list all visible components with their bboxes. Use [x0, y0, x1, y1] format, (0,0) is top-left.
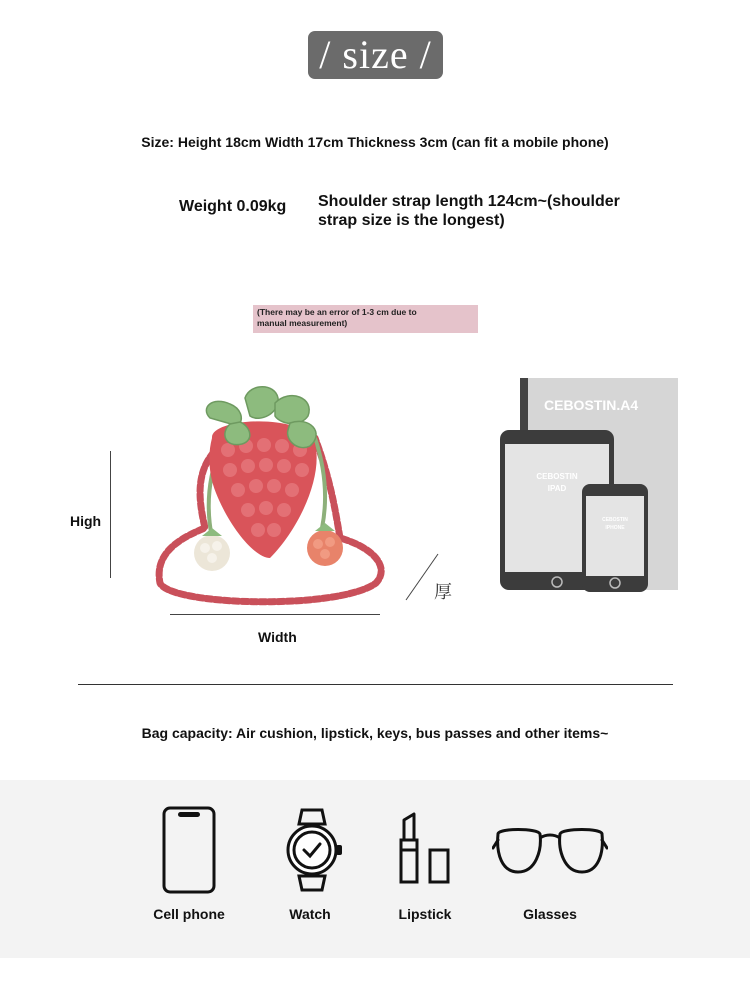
- item-label-cell-phone: Cell phone: [153, 906, 225, 922]
- height-measure-line: [110, 451, 111, 578]
- section-divider: [78, 684, 673, 685]
- thickness-label: 厚: [434, 582, 452, 603]
- width-label: Width: [258, 629, 297, 645]
- capacity-text: Bag capacity: Air cushion, lipstick, keys, bus passes and other items~: [141, 725, 609, 741]
- strap-spec: [318, 192, 648, 230]
- weight-spec: Weight 0.09kg: [179, 198, 287, 215]
- strawberry-bag-illustration: [150, 378, 390, 610]
- phone-label-line-1: CEBOSTIN: [602, 517, 628, 523]
- watch-icon: [284, 808, 344, 892]
- lipstick-icon: [398, 812, 452, 884]
- item-label-watch: Watch: [289, 906, 331, 922]
- strap-spec-line-2: strap size is the longest): [318, 212, 505, 229]
- item-label-lipstick: Lipstick: [398, 906, 452, 922]
- item-label-glasses: Glasses: [523, 906, 577, 922]
- a4-label: CEBOSTIN.A4: [544, 397, 639, 413]
- size-title-badge: / size /: [308, 31, 443, 79]
- capacity-items-band: [0, 780, 750, 958]
- glasses-icon: [492, 826, 608, 878]
- width-measure-line: [170, 614, 380, 615]
- measurement-note-line-2: manual measurement): [257, 318, 348, 328]
- size-spec: Size: Height 18cm Width 17cm Thickness 3cm (can fit a mobile phone): [141, 134, 609, 150]
- strap-spec-line-1: Shoulder strap length 124cm~(shoulder: [318, 193, 620, 210]
- ipad-label-line-1: CEBOSTIN: [536, 472, 578, 481]
- phone-label-line-2: IPHONE: [605, 525, 625, 531]
- height-label: High: [70, 513, 102, 529]
- measurement-note-line-1: (There may be an error of 1-3 cm due to: [257, 307, 417, 317]
- ipad-label-line-2: IPAD: [547, 484, 567, 493]
- cell-phone-icon: [162, 806, 216, 894]
- size-comparison-illustration: [498, 376, 680, 592]
- measurement-note: [253, 305, 478, 333]
